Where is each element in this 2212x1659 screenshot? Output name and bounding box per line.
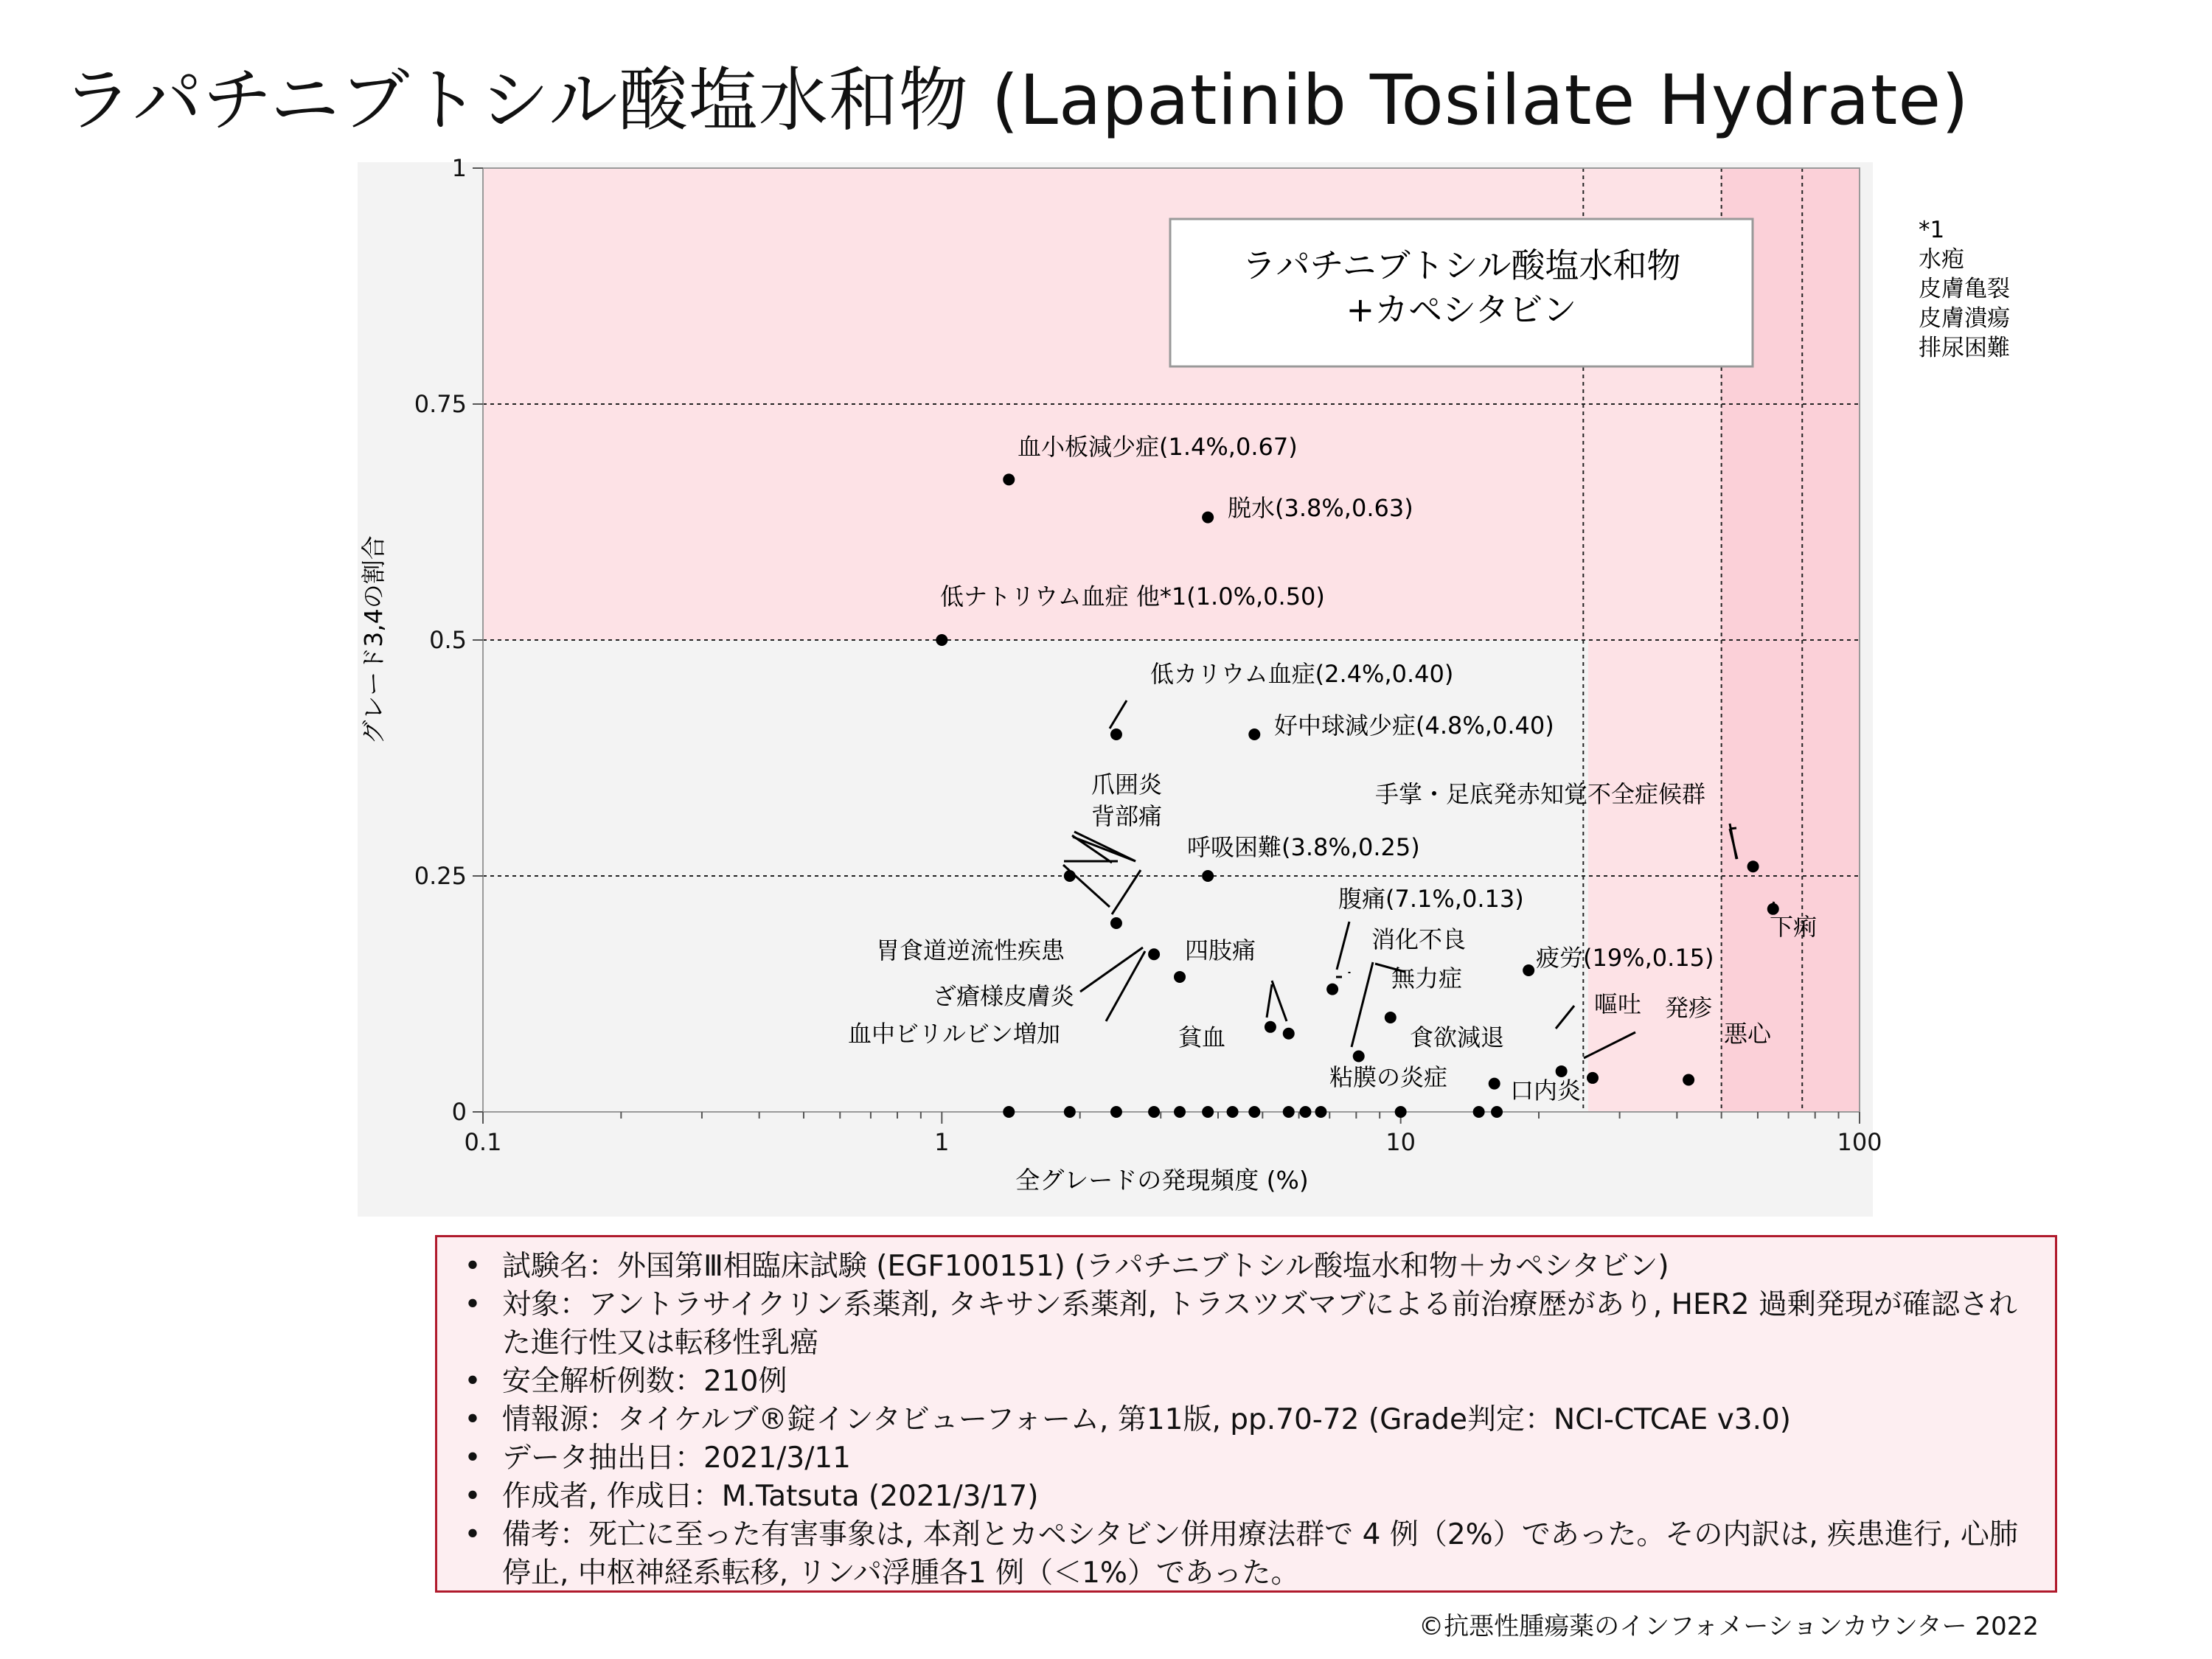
annotation-label: 呼吸困難(3.8%,0.25) bbox=[1187, 833, 1420, 861]
x-tick-label: 100 bbox=[1837, 1128, 1882, 1156]
y-tick-label: 0.5 bbox=[429, 626, 467, 654]
study-info-text: 安全解析例数：210例 bbox=[502, 1365, 787, 1398]
bullet-icon: • bbox=[464, 1441, 481, 1475]
data-point bbox=[1315, 1106, 1326, 1118]
x-tick-label: 10 bbox=[1385, 1128, 1416, 1156]
study-info-item bbox=[458, 1478, 2033, 1516]
data-point bbox=[1202, 512, 1214, 524]
study-info-text: データ抽出日：2021/3/11 bbox=[502, 1441, 851, 1475]
data-point bbox=[1556, 1065, 1568, 1077]
data-point bbox=[1523, 964, 1534, 976]
data-point bbox=[1110, 728, 1122, 740]
data-point bbox=[1110, 1106, 1122, 1118]
data-point bbox=[1174, 1106, 1186, 1118]
study-info-item bbox=[458, 1439, 2033, 1478]
bullet-icon: • bbox=[464, 1518, 481, 1551]
data-point bbox=[1326, 984, 1338, 995]
data-point bbox=[1003, 473, 1015, 485]
data-point bbox=[1227, 1106, 1239, 1118]
annotation-label: 爪囲炎 bbox=[1091, 771, 1163, 799]
footnote-item: 水疱 bbox=[1919, 246, 1964, 273]
study-info-text: 試験名：外国第Ⅲ相臨床試験 (EGF100151) (ラパチニブトシル酸塩水和物＋カペシタビン) bbox=[502, 1250, 1669, 1283]
footnote-marker: *1 bbox=[1919, 217, 1945, 243]
data-point bbox=[1299, 1106, 1311, 1118]
annotation-label: 貧血 bbox=[1178, 1023, 1226, 1051]
study-info-item bbox=[458, 1363, 2033, 1401]
annotation-label: 胃食道逆流性疾患 bbox=[876, 936, 1065, 964]
annotation-label: 血中ビリルビン増加 bbox=[848, 1020, 1061, 1048]
y-tick-label: 1 bbox=[451, 154, 467, 182]
annotation-label: 食欲減退 bbox=[1410, 1023, 1505, 1051]
y-axis-label: グレード3,4の割合 bbox=[359, 535, 388, 745]
data-point bbox=[1283, 1106, 1295, 1118]
copyright-notice: ©抗悪性腫瘍薬のインフォメーションカウンター 2022 bbox=[1419, 1612, 2039, 1641]
y-tick-label: 0.75 bbox=[414, 390, 467, 418]
data-point bbox=[1395, 1106, 1407, 1118]
data-point bbox=[1683, 1074, 1694, 1085]
footnote-item: 皮膚潰瘍 bbox=[1919, 305, 2010, 332]
annotation-label: 血小板減少症(1.4%,0.67) bbox=[1018, 433, 1298, 461]
annotation-label: 無力症 bbox=[1391, 964, 1463, 992]
y-tick-label: 0 bbox=[451, 1098, 467, 1126]
regimen-label-line-1: ラパチニブトシル酸塩水和物 bbox=[1242, 246, 1681, 285]
data-point bbox=[1174, 971, 1186, 983]
data-point bbox=[936, 634, 947, 646]
study-info-list bbox=[458, 1248, 2033, 1593]
footnote-item: 排尿困難 bbox=[1919, 335, 2010, 361]
annotation-label: 背部痛 bbox=[1091, 802, 1163, 830]
study-info-item bbox=[458, 1516, 2033, 1593]
data-point bbox=[1202, 870, 1214, 882]
annotation-label: 嘔吐 bbox=[1594, 990, 1642, 1018]
annotation-label: 疲労(19%,0.15) bbox=[1536, 944, 1714, 972]
annotation-label: ざ瘡様皮膚炎 bbox=[933, 982, 1075, 1010]
bullet-icon: • bbox=[464, 1480, 481, 1513]
annotation-label: 粘膜の炎症 bbox=[1329, 1063, 1448, 1091]
data-point bbox=[1747, 860, 1759, 872]
regimen-label-line-2: +カペシタビン bbox=[1346, 290, 1577, 330]
data-point bbox=[1148, 948, 1160, 960]
x-tick-label: 1 bbox=[934, 1128, 950, 1156]
data-point bbox=[1265, 1021, 1276, 1033]
data-point bbox=[1064, 1106, 1076, 1118]
study-info-text: 対象：アントラサイクリン系薬剤, タキサン系薬剤, トラスツズマブによる前治療歴があり, HER2 過剰発現が確認された進行性又は転移性乳癌 bbox=[502, 1288, 2017, 1360]
bullet-icon: • bbox=[464, 1403, 481, 1436]
footnote bbox=[1919, 217, 2010, 361]
study-info-text: 作成者, 作成日：M.Tatsuta (2021/3/17) bbox=[502, 1480, 1039, 1513]
data-point bbox=[1003, 1106, 1015, 1118]
study-info-item bbox=[458, 1248, 2033, 1286]
annotation-label: 脱水(3.8%,0.63) bbox=[1228, 494, 1413, 522]
annotation-label: 下痢 bbox=[1770, 913, 1818, 941]
study-info-item bbox=[458, 1286, 2033, 1363]
bullet-icon: • bbox=[464, 1365, 481, 1398]
y-tick-label: 0.25 bbox=[414, 862, 467, 890]
bullet-icon: • bbox=[464, 1288, 481, 1321]
annotation-label: 低カリウム血症(2.4%,0.40) bbox=[1150, 660, 1454, 688]
annotation-label: 発疹 bbox=[1665, 994, 1713, 1022]
annotation-label: 低ナトリウム血症 他*1(1.0%,0.50) bbox=[940, 582, 1325, 611]
data-point bbox=[1148, 1106, 1160, 1118]
annotation-label: 口内炎 bbox=[1510, 1077, 1582, 1105]
data-point bbox=[1491, 1106, 1503, 1118]
annotation-label: 悪心 bbox=[1724, 1020, 1772, 1048]
data-point bbox=[1283, 1028, 1295, 1040]
annotation-label: 消化不良 bbox=[1371, 925, 1467, 953]
data-point bbox=[1473, 1106, 1485, 1118]
bullet-icon: • bbox=[464, 1250, 481, 1283]
data-point bbox=[1489, 1078, 1500, 1090]
footnote-item: 皮膚亀裂 bbox=[1919, 276, 2010, 302]
x-axis-label: 全グレードの発現頻度 (%) bbox=[1015, 1166, 1309, 1194]
data-point bbox=[1248, 1106, 1260, 1118]
annotation-label: 手掌・足底発赤知覚不全症候群 bbox=[1375, 780, 1706, 808]
data-point bbox=[1110, 917, 1122, 929]
study-info-text: 情報源：タイケルブ®錠インタビューフォーム, 第11版, pp.70-72 (Grade判定：NCI-CTCAE v3.0) bbox=[502, 1403, 1792, 1436]
study-info-item bbox=[458, 1401, 2033, 1439]
x-tick-label: 0.1 bbox=[464, 1128, 502, 1156]
study-info-box bbox=[435, 1235, 2057, 1593]
annotation-label: 好中球減少症(4.8%,0.40) bbox=[1274, 712, 1554, 740]
study-info-text: 備考：死亡に至った有害事象は, 本剤とカペシタビン併用療法群で 4 例（2%）であった。その内訳は, 疾患進行, 心肺停止, 中枢神経系転移, リンパ浮腫各1 例（＜1%）であった。 bbox=[502, 1518, 2018, 1590]
data-point bbox=[1385, 1012, 1397, 1023]
data-point bbox=[1202, 1106, 1214, 1118]
data-point bbox=[1587, 1072, 1599, 1084]
annotation-label: 四肢痛 bbox=[1185, 936, 1256, 964]
page-title: ラパチニブトシル酸塩水和物 (Lapatinib Tosilate Hydrate) bbox=[63, 60, 1969, 141]
data-point bbox=[1248, 728, 1260, 740]
annotation-label: 腹痛(7.1%,0.13) bbox=[1338, 885, 1524, 913]
data-point bbox=[1064, 870, 1076, 882]
data-point bbox=[1353, 1050, 1365, 1062]
